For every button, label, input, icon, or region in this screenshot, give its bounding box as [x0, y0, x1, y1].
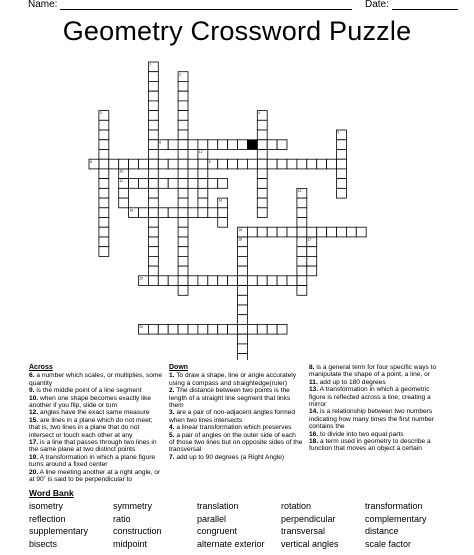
grid-cell[interactable] — [168, 208, 178, 218]
word-bank-word: vertical angles — [281, 538, 339, 549]
grid-cell[interactable] — [198, 208, 208, 218]
grid-cell[interactable] — [148, 208, 158, 218]
grid-cell[interactable] — [178, 218, 188, 228]
grid-cell[interactable] — [297, 208, 307, 218]
down-clue — [309, 431, 445, 438]
grid-cell[interactable] — [257, 130, 267, 140]
word-bank — [29, 501, 474, 551]
grid-cell[interactable] — [297, 218, 307, 228]
grid-cell[interactable] — [148, 276, 158, 286]
grid-cell[interactable] — [267, 227, 277, 237]
grid-cell[interactable] — [148, 188, 158, 198]
clue-number: 15. — [29, 416, 39, 424]
clue-number: 4. — [169, 424, 175, 432]
grid-cell[interactable] — [178, 179, 188, 189]
grid-cell[interactable] — [178, 101, 188, 111]
grid-cell[interactable] — [129, 179, 139, 189]
grid-cell[interactable] — [297, 276, 307, 286]
grid-cell[interactable] — [307, 227, 317, 237]
grid-cell[interactable] — [139, 208, 149, 218]
grid-cell[interactable] — [148, 324, 158, 334]
grid-cell[interactable] — [208, 140, 218, 150]
grid-cell[interactable] — [238, 344, 248, 354]
across-clue — [29, 387, 165, 394]
grid-cell[interactable] — [337, 150, 347, 160]
down-clues-continued — [309, 364, 445, 453]
grid-cell[interactable] — [238, 354, 248, 360]
grid-clue-number: 11 — [119, 179, 124, 184]
clue-text: are a pair of non-adjacent angles formed when two lines intersects — [169, 409, 296, 424]
clue-text: a linear transformation which preserves — [174, 424, 292, 432]
grid-cell[interactable] — [238, 140, 251, 150]
grid-cell[interactable] — [148, 256, 158, 266]
grid-cell[interactable] — [148, 91, 158, 101]
across-clue — [29, 469, 165, 484]
grid-clue-number: 17 — [307, 237, 312, 242]
grid-cell[interactable] — [337, 227, 347, 237]
grid-cell[interactable] — [198, 159, 208, 169]
grid-cell[interactable] — [228, 159, 238, 169]
grid-cell[interactable] — [188, 324, 198, 334]
grid-cell[interactable] — [99, 208, 109, 218]
clue-number: 3. — [169, 409, 175, 417]
across-heading: Across — [29, 364, 53, 371]
grid-cell[interactable] — [178, 266, 188, 276]
down-clue — [309, 386, 445, 408]
grid-cell[interactable] — [99, 130, 109, 140]
clue-number: 8. — [309, 364, 315, 371]
grid-cell[interactable] — [119, 188, 129, 198]
word-bank-word: rotation — [281, 501, 312, 511]
grid-cell[interactable] — [178, 237, 188, 247]
word-bank-word: transversal — [281, 526, 326, 536]
across-clue — [29, 395, 165, 410]
clue-text: is a general term for four specific ways to manipulate the shape of a point, a line, or — [309, 364, 437, 379]
grid-clue-number: 7 — [248, 140, 251, 145]
clue-number: 2. — [169, 387, 175, 395]
grid-cell[interactable] — [148, 159, 158, 169]
grid-cell[interactable] — [198, 140, 208, 150]
grid-cell[interactable] — [188, 208, 198, 218]
clue-text: add up to 180 degrees — [317, 378, 386, 386]
grid-cell[interactable] — [188, 159, 198, 169]
down-clue — [169, 409, 303, 424]
grid-cell[interactable] — [148, 101, 158, 111]
grid-cell[interactable] — [168, 140, 178, 150]
grid-cell[interactable] — [148, 150, 158, 160]
grid-cell[interactable] — [148, 169, 158, 179]
grid-cell[interactable] — [178, 256, 188, 266]
grid-cell[interactable] — [208, 324, 218, 334]
grid-cell[interactable] — [208, 179, 218, 189]
grid-clue-number: 2 — [179, 72, 181, 77]
grid-cell[interactable] — [327, 227, 337, 237]
grid-cell[interactable] — [178, 159, 188, 169]
grid-cell[interactable] — [178, 150, 188, 160]
grid-cell[interactable] — [257, 179, 267, 189]
grid-cell[interactable] — [178, 227, 188, 237]
grid-cell[interactable] — [198, 188, 208, 198]
grid-clue-number: 10 — [119, 169, 124, 174]
grid-cell[interactable] — [178, 276, 188, 286]
grid-cell[interactable] — [277, 227, 287, 237]
clue-number: 19. — [29, 453, 39, 461]
across-clues — [29, 364, 165, 484]
grid-clue-number: 14 — [218, 198, 223, 203]
grid-cell[interactable] — [139, 159, 149, 169]
grid-cell[interactable] — [208, 208, 218, 218]
grid-cell[interactable] — [178, 286, 188, 296]
grid-cell[interactable] — [238, 266, 248, 276]
grid-cell[interactable] — [119, 159, 129, 169]
grid-cell[interactable] — [148, 81, 158, 91]
grid-cell[interactable] — [99, 120, 109, 130]
grid-cell[interactable] — [148, 111, 158, 121]
clue-text: is a line that passes through two lines in the same plane at two distinct points — [29, 439, 157, 454]
grid-cell[interactable] — [218, 218, 228, 228]
clue-number: 14. — [309, 408, 319, 416]
grid-cell[interactable] — [99, 150, 109, 160]
grid-cell[interactable] — [257, 120, 267, 130]
grid-cell[interactable] — [337, 159, 347, 169]
date-label: Date: — [365, 0, 389, 10]
grid-cell[interactable] — [228, 276, 238, 286]
word-bank-word: isometry — [29, 501, 64, 511]
grid-cell[interactable] — [267, 159, 277, 169]
grid-cell[interactable] — [297, 286, 307, 296]
grid-clue-number: 9 — [208, 159, 211, 164]
word-bank-word: midpoint — [113, 538, 148, 549]
grid-cell[interactable] — [257, 159, 267, 169]
grid-cell[interactable] — [198, 169, 208, 179]
grid-cell[interactable] — [188, 140, 198, 150]
grid-cell[interactable] — [277, 140, 287, 150]
down-clue — [309, 438, 445, 453]
grid-clue-number: 15 — [129, 208, 134, 213]
down-clues — [169, 364, 303, 461]
word-bank-word: alternate exterior — [197, 538, 265, 549]
word-bank-word: parallel — [197, 513, 227, 524]
grid-cell[interactable] — [168, 179, 178, 189]
clue-number: 20. — [29, 468, 39, 476]
grid-cell[interactable] — [148, 218, 158, 228]
grid-cell[interactable] — [178, 81, 188, 91]
clue-number: 12. — [29, 409, 39, 417]
grid-cell[interactable] — [198, 324, 208, 334]
down-clue — [169, 432, 303, 454]
clue-number: 18. — [309, 438, 319, 446]
grid-cell[interactable] — [247, 159, 257, 169]
clue-number: 9. — [29, 387, 35, 395]
grid-clue-number: 18 — [238, 237, 243, 242]
grid-cell[interactable] — [148, 227, 158, 237]
down-clue — [169, 454, 303, 461]
grid-cell[interactable] — [307, 159, 317, 169]
grid-cell[interactable] — [337, 188, 347, 198]
grid-cell[interactable] — [297, 159, 307, 169]
grid-cell[interactable] — [148, 237, 158, 247]
grid-cell[interactable] — [99, 227, 109, 237]
grid-cell[interactable] — [178, 169, 188, 179]
grid-cell[interactable] — [218, 324, 228, 334]
clue-text: To draw a shape, line or angle accurately using a compass and straightedge(ruler) — [169, 372, 297, 387]
grid-cell[interactable] — [238, 334, 248, 344]
word-bank-word: supplementary — [29, 526, 89, 536]
clue-number: 5. — [169, 431, 175, 439]
grid-cell[interactable] — [99, 218, 109, 228]
grid-cell[interactable] — [307, 266, 317, 276]
grid-clue-number: 13 — [297, 189, 302, 193]
clue-text: A transformation in which a geometric figure is reflected across a line, creating a mirror — [309, 386, 431, 409]
grid-cell[interactable] — [178, 120, 188, 130]
grid-clue-number: 16 — [238, 227, 243, 232]
grid-cell[interactable] — [99, 159, 109, 169]
clue-text: are lines in a plane which do not meet; that is, two lines in a plane that do not intersect or touch each other at any — [29, 416, 153, 439]
clue-text: to divide into two equal parts — [318, 430, 404, 438]
grid-cell[interactable] — [346, 227, 356, 237]
clue-text: A line meeting another at a right angle, or at 90˚ is said to be perpendicular to — [29, 468, 161, 484]
grid-cell[interactable] — [198, 198, 208, 208]
grid-clue-number: 1 — [149, 62, 152, 67]
clue-number: 13. — [309, 386, 319, 394]
grid-cell[interactable] — [218, 276, 228, 286]
grid-cell[interactable] — [158, 159, 168, 169]
grid-cell[interactable] — [238, 247, 248, 257]
clue-number: 7. — [169, 453, 175, 461]
grid-cell[interactable] — [238, 315, 248, 325]
grid-cell[interactable] — [238, 159, 248, 169]
word-bank-word: scale factor — [365, 538, 412, 549]
grid-cell[interactable] — [247, 324, 257, 334]
grid-cell[interactable] — [178, 198, 188, 208]
grid-cell[interactable] — [158, 179, 168, 189]
grid-cell[interactable] — [178, 247, 188, 257]
grid-cell[interactable] — [218, 140, 228, 150]
grid-cell[interactable] — [99, 247, 109, 257]
grid-cell[interactable] — [277, 276, 287, 286]
grid-cell[interactable] — [307, 256, 317, 266]
grid-cell[interactable] — [178, 91, 188, 101]
grid-cell[interactable] — [178, 140, 188, 150]
grid-cell[interactable] — [337, 179, 347, 189]
down-clue — [309, 379, 445, 386]
grid-cell[interactable] — [238, 286, 248, 296]
grid-cell[interactable] — [247, 227, 257, 237]
across-clue — [29, 417, 165, 439]
word-bank-word: congruent — [197, 526, 238, 536]
clue-text: a pair of angles on the outer side of each of those two lines but on opposite sides of the transversal — [169, 431, 303, 454]
grid-cell[interactable] — [228, 140, 238, 150]
grid-cell[interactable] — [228, 324, 238, 334]
word-bank-word: translation — [197, 501, 239, 511]
grid-cell[interactable] — [287, 276, 297, 286]
grid-cell[interactable] — [297, 256, 307, 266]
grid-cell[interactable] — [148, 130, 158, 140]
grid-cell[interactable] — [356, 227, 366, 237]
word-bank-word: ratio — [113, 513, 131, 524]
grid-clue-number: 8 — [90, 159, 92, 164]
grid-cell[interactable] — [277, 324, 287, 334]
clue-number: 10. — [29, 394, 39, 402]
grid-cell[interactable] — [109, 159, 119, 169]
grid-cell[interactable] — [148, 140, 158, 150]
grid-cell[interactable] — [297, 237, 307, 247]
grid-cell[interactable] — [337, 140, 347, 150]
grid-cell[interactable] — [257, 198, 267, 208]
grid-cell[interactable] — [168, 159, 178, 169]
grid-cell[interactable] — [238, 276, 248, 286]
grid-cell[interactable] — [267, 140, 277, 150]
grid-cell[interactable] — [337, 169, 347, 179]
grid-cell[interactable] — [218, 159, 228, 169]
grid-cell[interactable] — [208, 276, 218, 286]
across-clue — [29, 409, 165, 416]
grid-cell[interactable] — [148, 72, 158, 82]
grid-cell[interactable] — [257, 169, 267, 179]
clue-number: 1. — [169, 372, 175, 380]
grid-cell[interactable] — [218, 208, 228, 218]
grid-cell[interactable] — [158, 276, 168, 286]
grid-cell[interactable] — [148, 198, 158, 208]
grid-cell[interactable] — [257, 150, 267, 160]
page-title: Geometry Crossword Puzzle — [62, 16, 412, 46]
grid-cell[interactable] — [119, 198, 129, 208]
down-heading: Down — [169, 364, 189, 371]
down-clue — [169, 372, 303, 387]
word-bank-word: reflection — [29, 513, 66, 524]
down-clue — [169, 387, 303, 409]
clue-number: 11. — [309, 378, 318, 386]
down-clue — [309, 408, 445, 430]
grid-cell[interactable] — [99, 188, 109, 198]
grid-clue-number: 5 — [337, 130, 340, 135]
across-clue — [29, 439, 165, 454]
grid-cell[interactable] — [178, 111, 188, 121]
grid-cell[interactable] — [198, 179, 208, 189]
clue-text: a term used in geometry to describe a function that moves an object a certain — [309, 438, 431, 453]
clue-text: a number which scales, or multiplies, some quantity — [29, 372, 163, 387]
grid-cell[interactable] — [148, 179, 158, 189]
grid-cell[interactable] — [238, 295, 248, 305]
grid-clue-number: 3 — [99, 111, 102, 116]
clue-text: angles have the exact same measure — [38, 409, 150, 417]
grid-cell[interactable] — [168, 324, 178, 334]
grid-cell[interactable] — [327, 159, 337, 169]
grid-cell[interactable] — [267, 324, 277, 334]
grid-cell[interactable] — [317, 159, 327, 169]
grid-cell[interactable] — [99, 140, 109, 150]
grid-cell[interactable] — [188, 179, 198, 189]
grid-cell[interactable] — [148, 247, 158, 257]
grid-cell[interactable] — [99, 179, 109, 189]
clue-text: is the middle point of a line segment — [34, 387, 142, 395]
grid-cell[interactable] — [218, 179, 228, 189]
grid-clue-number: 6 — [159, 140, 162, 145]
across-clue — [29, 454, 165, 469]
word-bank-heading: Word Bank — [29, 488, 74, 498]
grid-cell[interactable] — [297, 227, 307, 237]
grid-cell[interactable] — [148, 266, 158, 276]
word-bank-word: transformation — [365, 501, 423, 511]
grid-cell[interactable] — [257, 140, 267, 150]
grid-cell[interactable] — [148, 120, 158, 130]
clue-text: A transformation in which a plane figure turns around a fixed center — [29, 453, 156, 469]
across-clue — [29, 372, 165, 387]
grid-cell[interactable] — [158, 208, 168, 218]
grid-cell[interactable] — [287, 159, 297, 169]
grid-cell[interactable] — [238, 305, 248, 315]
clue-text: add up to 90 degrees (a Right Angle) — [174, 453, 285, 461]
grid-cell[interactable] — [287, 227, 297, 237]
clue-text: when one shape becomes exactly like another if you flip, slide or turn — [29, 394, 152, 410]
word-bank-word: construction — [113, 526, 162, 536]
grid-cell[interactable] — [257, 208, 267, 218]
clue-number: 16. — [309, 430, 319, 438]
grid-cell[interactable] — [129, 159, 139, 169]
grid-cell[interactable] — [238, 324, 248, 334]
grid-cell[interactable] — [307, 247, 317, 257]
grid-cell[interactable] — [99, 237, 109, 247]
grid-cell[interactable] — [99, 198, 109, 208]
grid-cell[interactable] — [178, 188, 188, 198]
grid-cell[interactable] — [178, 208, 188, 218]
grid-cell[interactable] — [158, 324, 168, 334]
grid-clue-number: 4 — [258, 111, 261, 116]
clue-number: 17. — [29, 439, 39, 447]
grid-cell[interactable] — [257, 276, 267, 286]
word-bank-word: perpendicular — [281, 513, 336, 524]
grid-cell[interactable] — [257, 188, 267, 198]
grid-cell[interactable] — [168, 276, 178, 286]
word-bank-word: complementary — [365, 513, 427, 524]
clue-text: is a relationship between two numbers indicating how many times the first number contains the — [309, 408, 434, 431]
down-clue — [169, 424, 303, 431]
clue-text: The distance between two points is the length of a straight line segment that links them — [169, 387, 291, 410]
grid-cell[interactable] — [99, 169, 109, 179]
grid-cell[interactable] — [238, 256, 248, 266]
grid-cell[interactable] — [297, 198, 307, 208]
clue-number: 6. — [29, 372, 35, 380]
word-bank-word: distance — [365, 526, 399, 536]
word-bank-word: symmetry — [113, 501, 152, 511]
down-clue — [309, 364, 445, 379]
grid-cell[interactable] — [277, 159, 287, 169]
grid-cell[interactable] — [178, 130, 188, 140]
grid-cell[interactable] — [297, 247, 307, 257]
grid-clue-number: 19 — [139, 276, 144, 281]
word-bank-word: bisects — [29, 538, 58, 549]
grid-clue-number: 12 — [198, 150, 203, 155]
grid-cell[interactable] — [139, 179, 149, 189]
grid-cell[interactable] — [257, 227, 267, 237]
grid-cell[interactable] — [297, 266, 307, 276]
grid-cell[interactable] — [178, 324, 188, 334]
grid-cell[interactable] — [257, 324, 267, 334]
grid-cell[interactable] — [198, 276, 208, 286]
grid-cell[interactable] — [267, 276, 277, 286]
grid-cell[interactable] — [317, 227, 327, 237]
grid-cell[interactable] — [247, 276, 257, 286]
name-label: Name: — [28, 0, 58, 10]
grid-clue-number: 20 — [139, 325, 144, 329]
grid-cell[interactable] — [188, 276, 198, 286]
